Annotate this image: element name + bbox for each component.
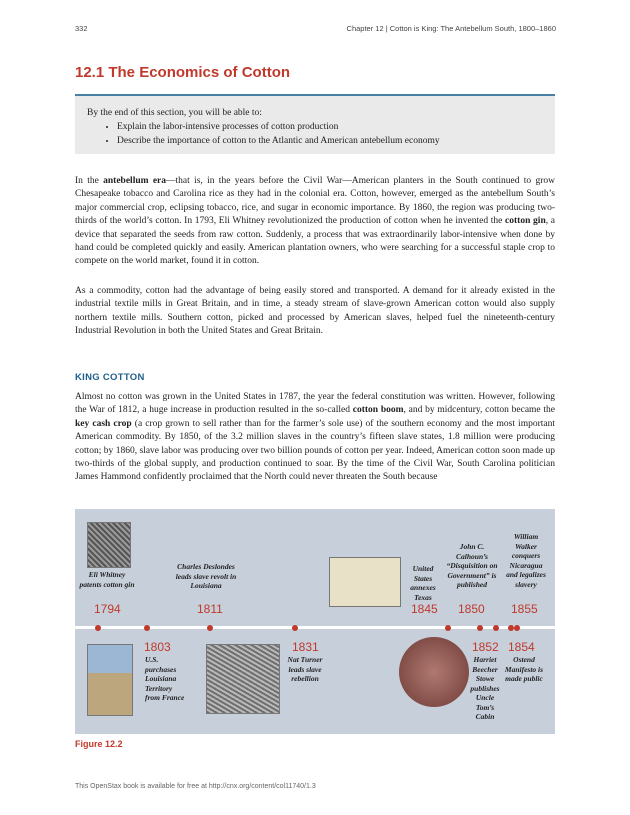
body-paragraph-3 bbox=[75, 391, 555, 485]
figure-label: Figure 12.2 bbox=[75, 739, 123, 749]
timeline-event-text: U.S. purchases Louisiana Territory from France bbox=[145, 655, 185, 702]
timeline-dot bbox=[95, 625, 101, 631]
timeline-year: 1831 bbox=[292, 640, 319, 654]
text-run: In the bbox=[75, 176, 104, 186]
timeline-year: 1854 bbox=[508, 640, 535, 654]
timeline-year: 1855 bbox=[511, 602, 538, 616]
timeline-dot bbox=[493, 625, 499, 631]
timeline-event-text: John C. Calhoun’s “Disquisition on Government” is published bbox=[446, 542, 498, 589]
text-run: —that is, in the years before the Civil War—American planters in the South continued to grow Chesapeake tobacco and Carolina rice as they had in the colonial era. Cotton, however, emerged as the antebellum South’s major commercial crop, eclipsing tobacco, rice, and sugar in economic importance. By 1860, the region was producing two-thirds of the world’s cotton. In 1793, Eli Whitney revolutionized the production of cotton when he invented the bbox=[75, 176, 555, 227]
section-title: 12.1 The Economics of Cotton bbox=[75, 64, 291, 81]
page-number: 332 bbox=[75, 24, 88, 33]
timeline-year: 1811 bbox=[197, 602, 223, 616]
timeline-year: 1794 bbox=[94, 602, 121, 616]
objective-item: • Describe the importance of cotton to the Atlantic and American antebellum economy bbox=[117, 134, 543, 148]
timeline-year: 1845 bbox=[411, 602, 438, 616]
uncle-toms-cabin-illustration bbox=[399, 637, 469, 707]
learning-objectives-box bbox=[75, 94, 555, 154]
timeline-event-text: Eli Whitney patents cotton gin bbox=[79, 570, 135, 589]
text-run: Almost no cotton was grown in the United States in 1787, the year the federal constitution was written. However, following the War of 1812, a huge increase in production resulted in the so-called bbox=[75, 392, 555, 416]
key-term-cotton-gin: cotton gin bbox=[505, 216, 546, 227]
timeline-dot bbox=[514, 625, 520, 631]
subsection-heading: KING COTTON bbox=[75, 372, 145, 383]
timeline-event-text: Ostend Manifesto is made public bbox=[504, 655, 544, 683]
key-term-cash-crop: key cash crop bbox=[75, 418, 132, 429]
nat-turner-illustration bbox=[206, 644, 280, 714]
timeline-dot bbox=[207, 625, 213, 631]
timeline-year: 1850 bbox=[458, 602, 485, 616]
chapter-header: Chapter 12 | Cotton is King: The Antebellum South, 1800–1860 bbox=[346, 24, 556, 33]
timeline-year: 1852 bbox=[472, 640, 499, 654]
timeline-dot bbox=[144, 625, 150, 631]
timeline-dot bbox=[477, 625, 483, 631]
louisiana-ceremony-illustration bbox=[87, 644, 133, 716]
timeline-event-text: William Walker conquers Nicaragua and legalizes slavery bbox=[506, 532, 546, 589]
timeline-dot bbox=[445, 625, 451, 631]
objectives-intro: By the end of this section, you will be able to: bbox=[87, 108, 262, 118]
timeline-dot bbox=[292, 625, 298, 631]
objective-item: • Explain the labor-intensive processes of cotton production bbox=[117, 120, 543, 134]
text-run: , a device that separated the seeds from raw cotton. Suddenly, a process that was extraordinarily labor-intensive when done by hand could be completed quickly and easily. American plantation owners, who were searching for a successful staple crop to compete on the world market, found it in cotton. bbox=[75, 216, 556, 267]
timeline-event-text: Charles Deslondes leads slave revolt in Louisiana bbox=[175, 562, 237, 590]
objectives-list bbox=[87, 120, 543, 148]
body-paragraph-2: As a commodity, cotton had the advantage of being easily stored and transported. A demand for it already existed in the industrial textile mills in Great Britain, and in time, a steady stream of slave-grown American cotton would also supply northern textile mills. Southern cotton, picked and processed by American slaves, helped fuel the nineteenth-century Industrial Revolution in both the United States and Great Britain. bbox=[75, 286, 555, 337]
timeline-event-text: United States annexes Texas bbox=[410, 564, 436, 602]
timeline-dot bbox=[508, 625, 514, 631]
key-term-cotton-boom: cotton boom bbox=[352, 405, 404, 416]
key-term-antebellum: antebellum era bbox=[103, 176, 167, 186]
timeline-year: 1803 bbox=[144, 640, 171, 654]
text-run: , and by midcentury, cotton became the bbox=[403, 405, 555, 416]
text-run: (a crop grown to sell rather than for the farmer’s sole use) of the southern economy and the most important American commodity. By 1850, of the 3.2 million slaves in the country’s fifteen slave states, 1.8 million were producing cotton; by 1860, slave labor was producing over two billion pounds of cotton per year. Indeed, American cotton soon made up two-thirds of the global supply, and production continued to soar. By the time of the Civil War, South Carolina politician James Hammond confidently proclaimed that the North could never threaten the South because bbox=[75, 418, 555, 483]
timeline-event-text: Nat Turner leads slave rebellion bbox=[287, 655, 323, 683]
timeline-event-text: Harriet Beecher Stowe publishes Uncle Tom’s Cabin bbox=[470, 655, 500, 721]
us-map-illustration bbox=[329, 557, 401, 607]
page-footer: This OpenStax book is available for free at http://cnx.org/content/col11740/1.3 bbox=[75, 783, 316, 790]
body-paragraph-1 bbox=[75, 175, 555, 269]
cotton-gin-illustration bbox=[87, 522, 131, 568]
timeline-figure bbox=[75, 509, 555, 734]
